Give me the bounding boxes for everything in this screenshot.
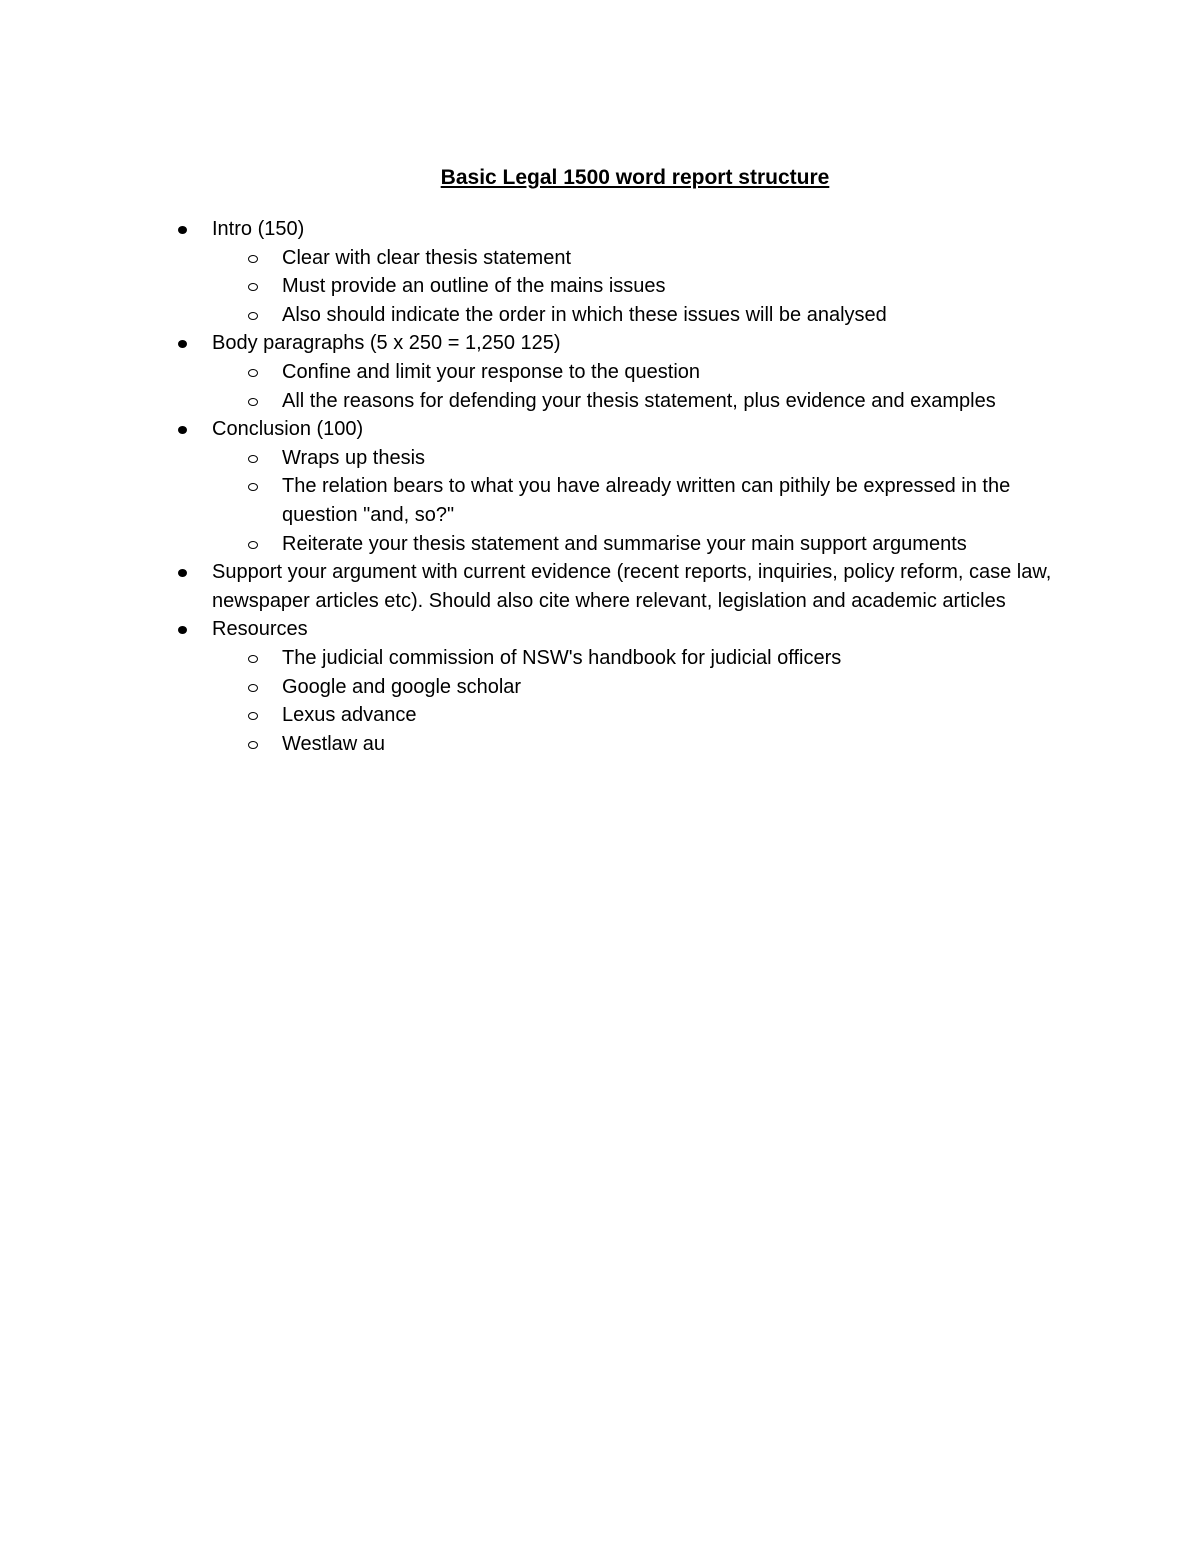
- filled-bullet-icon: [178, 340, 187, 348]
- list-item: Clear with clear thesis statement: [282, 244, 1060, 273]
- list-item: Lexus advance: [282, 701, 1060, 730]
- section-label: Intro (150): [212, 218, 305, 240]
- section-intro-subitems: [0, 244, 1200, 330]
- filled-bullet-icon: [178, 426, 187, 434]
- hollow-bullet-icon: [248, 684, 258, 692]
- section-label: Body paragraphs (5 x 250 = 1,250 125): [212, 332, 561, 355]
- list-item: The judicial commission of NSW's handbook for judicial officers: [282, 644, 1060, 673]
- hollow-bullet-icon: [248, 369, 258, 377]
- hollow-bullet-icon: [248, 483, 258, 491]
- document-title: Basic Legal 1500 word report structure: [440, 166, 830, 189]
- filled-bullet-icon: [178, 569, 187, 577]
- list-item: Also should indicate the order in which these issues will be analysed: [282, 301, 1060, 330]
- section-label: Support your argument with current evidence (recent reports, inquiries, policy reform, case law, newspaper articles etc). Should also cite where relevant, legislation and academic articles: [212, 561, 1052, 612]
- section-intro: [0, 215, 1200, 244]
- section-label: Conclusion (100): [212, 418, 364, 441]
- hollow-bullet-icon: [248, 283, 258, 291]
- hollow-bullet-icon: [248, 312, 258, 320]
- hollow-bullet-icon: [248, 712, 258, 720]
- list-item: Google and google scholar: [282, 673, 1060, 702]
- outline-list: [0, 215, 1200, 758]
- list-item: Must provide an outline of the mains issues: [282, 272, 1060, 301]
- hollow-bullet-icon: [248, 741, 258, 749]
- section-conclusion: [0, 415, 1200, 444]
- list-item: Westlaw au: [282, 730, 1060, 759]
- list-item: The relation bears to what you have already written can pithily be expressed in the question "and, so?": [282, 472, 1060, 529]
- hollow-bullet-icon: [248, 398, 258, 406]
- section-label: Resources: [212, 618, 308, 641]
- filled-bullet-icon: [178, 626, 187, 634]
- list-item: Reiterate your thesis statement and summarise your main support arguments: [282, 530, 1060, 559]
- hollow-bullet-icon: [248, 541, 258, 549]
- list-item: Confine and limit your response to the question: [282, 358, 1060, 387]
- filled-bullet-icon: [178, 226, 187, 234]
- section-conclusion-subitems: [0, 444, 1200, 558]
- list-item: All the reasons for defending your thesis statement, plus evidence and examples: [282, 387, 1074, 416]
- section-support-argument: [0, 558, 1200, 615]
- section-body-paragraphs: [0, 329, 1200, 358]
- list-item: Wraps up thesis: [282, 444, 1060, 473]
- section-resources-subitems: [0, 644, 1200, 758]
- section-body-subitems: [0, 358, 1200, 415]
- hollow-bullet-icon: [248, 655, 258, 663]
- hollow-bullet-icon: [248, 455, 258, 463]
- hollow-bullet-icon: [248, 255, 258, 263]
- section-resources: [0, 615, 1200, 644]
